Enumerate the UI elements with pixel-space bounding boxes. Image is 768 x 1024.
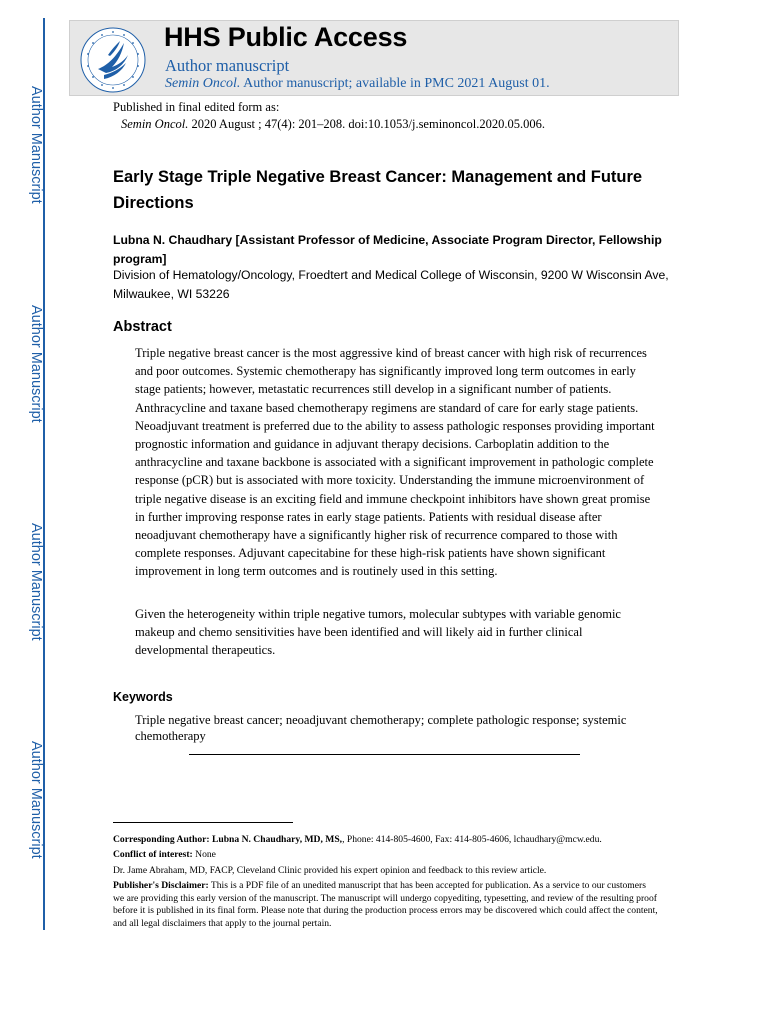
hhs-eagle-logo-icon: [78, 25, 148, 95]
keywords-list: Triple negative breast cancer; neoadjuvant chemotherapy; complete pathologic response; systemic chemotherapy: [135, 713, 627, 743]
abstract-paragraph-2: Given the heterogeneity within triple negative tumors, molecular subtypes with variable genomic makeup and chemo sensitivities have been identified and will likely aid in further clinical developmental therapeutics.: [135, 607, 621, 658]
side-label-author-manuscript-2: Author Manuscript: [28, 305, 44, 423]
conflict-of-interest-value: None: [192, 849, 216, 860]
author-manuscript-label: Author manuscript: [165, 56, 290, 75]
header-journal-name: Semin Oncol.: [165, 76, 241, 91]
conflict-of-interest-label: Conflict of interest:: [113, 849, 193, 860]
abstract-paragraph-1: Triple negative breast cancer is the most aggressive kind of breast cancer with high risk of recurrences and poor outcomes. Systemic chemotherapy has significantly improved long term outcomes in early stage patients; however, metastatic recurrences still develop in a significant number of patients. Anthracycline and taxane based chemotherapy regimens are standard of care for early stage patients. Neoadjuvant treatment is preferred due to the ability to assess pathologic responses providing important prognostic information and guidance in adjuvant therapy decisions. Carboplatin addition to the anthracycline and taxane backbone is associated with a significant improvement in pathologic complete response (pCR) but is associated with more toxicity. Understanding the immune microenvironment of triple negative disease is an exciting field and immune checkpoint inhibitors have shown great promise in further improving response rates in early stage patients. Patients with residual disease after neoadjuvant chemotherapy have a significantly higher risk of recurrence compared to those with complete responses. Adjuvant capecitabine for these high-risk patients have shown significant improvement in long term outcomes and is routinely used in this setting.: [135, 346, 655, 579]
author-affiliation: Division of Hematology/Oncology, Froedtert and Medical College of Wisconsin, 9200 W Wisconsin Ave, Milwaukee, WI 53226: [113, 268, 669, 301]
header-availability-text: Author manuscript; available in PMC 2021 August 01.: [240, 76, 550, 91]
section-divider: [189, 754, 580, 755]
side-label-author-manuscript-4: Author Manuscript: [28, 741, 44, 859]
citation-details: 2020 August ; 47(4): 201–208. doi:10.1053/j.seminoncol.2020.05.006.: [188, 117, 545, 131]
author-name: Lubna N. Chaudhary [Assistant Professor of Medicine, Associate Program Director, Fellowship program]: [113, 233, 662, 266]
pmc-availability-line: [165, 76, 550, 92]
corresponding-author-contact: , Phone: 414-805-4600, Fax: 414-805-4606, lchaudhary@mcw.edu.: [342, 834, 602, 845]
side-label-author-manuscript-3: Author Manuscript: [28, 523, 44, 641]
published-label: Published in final edited form as:: [113, 100, 280, 114]
citation-journal-name: Semin Oncol.: [121, 117, 189, 131]
footnote-divider: [113, 822, 293, 823]
corresponding-author-footnote: [113, 834, 658, 847]
acknowledgement-footnote: Dr. Jame Abraham, MD, FACP, Cleveland Clinic provided his expert opinion and feedback to this review article.: [113, 865, 547, 876]
side-label-author-manuscript-1: Author Manuscript: [28, 86, 44, 204]
publisher-disclaimer-footnote: [113, 880, 658, 930]
abstract-heading: Abstract: [113, 319, 172, 335]
publisher-disclaimer-label: Publisher's Disclaimer:: [113, 880, 209, 891]
hhs-public-access-title: HHS Public Access: [164, 22, 408, 52]
article-title: Early Stage Triple Negative Breast Cancer: Management and Future Directions: [113, 168, 643, 212]
keywords-heading: Keywords: [113, 690, 173, 704]
publisher-disclaimer-text: This is a PDF file of an unedited manuscript that has been accepted for publication. As a service to our customers we are providing this early version of the manuscript. The manuscript will undergo copyediting, typesetting, and review of the resulting proof before it is published in its final form. Please note that during the production process errors may be discovered which could affect the content, and all legal disclaimers that apply to the journal pertain.: [113, 880, 658, 929]
corresponding-author-label: Corresponding Author: Lubna N. Chaudhary, MD, MS,: [113, 834, 343, 845]
citation-line: [121, 117, 545, 132]
conflict-of-interest-footnote: [113, 849, 658, 862]
